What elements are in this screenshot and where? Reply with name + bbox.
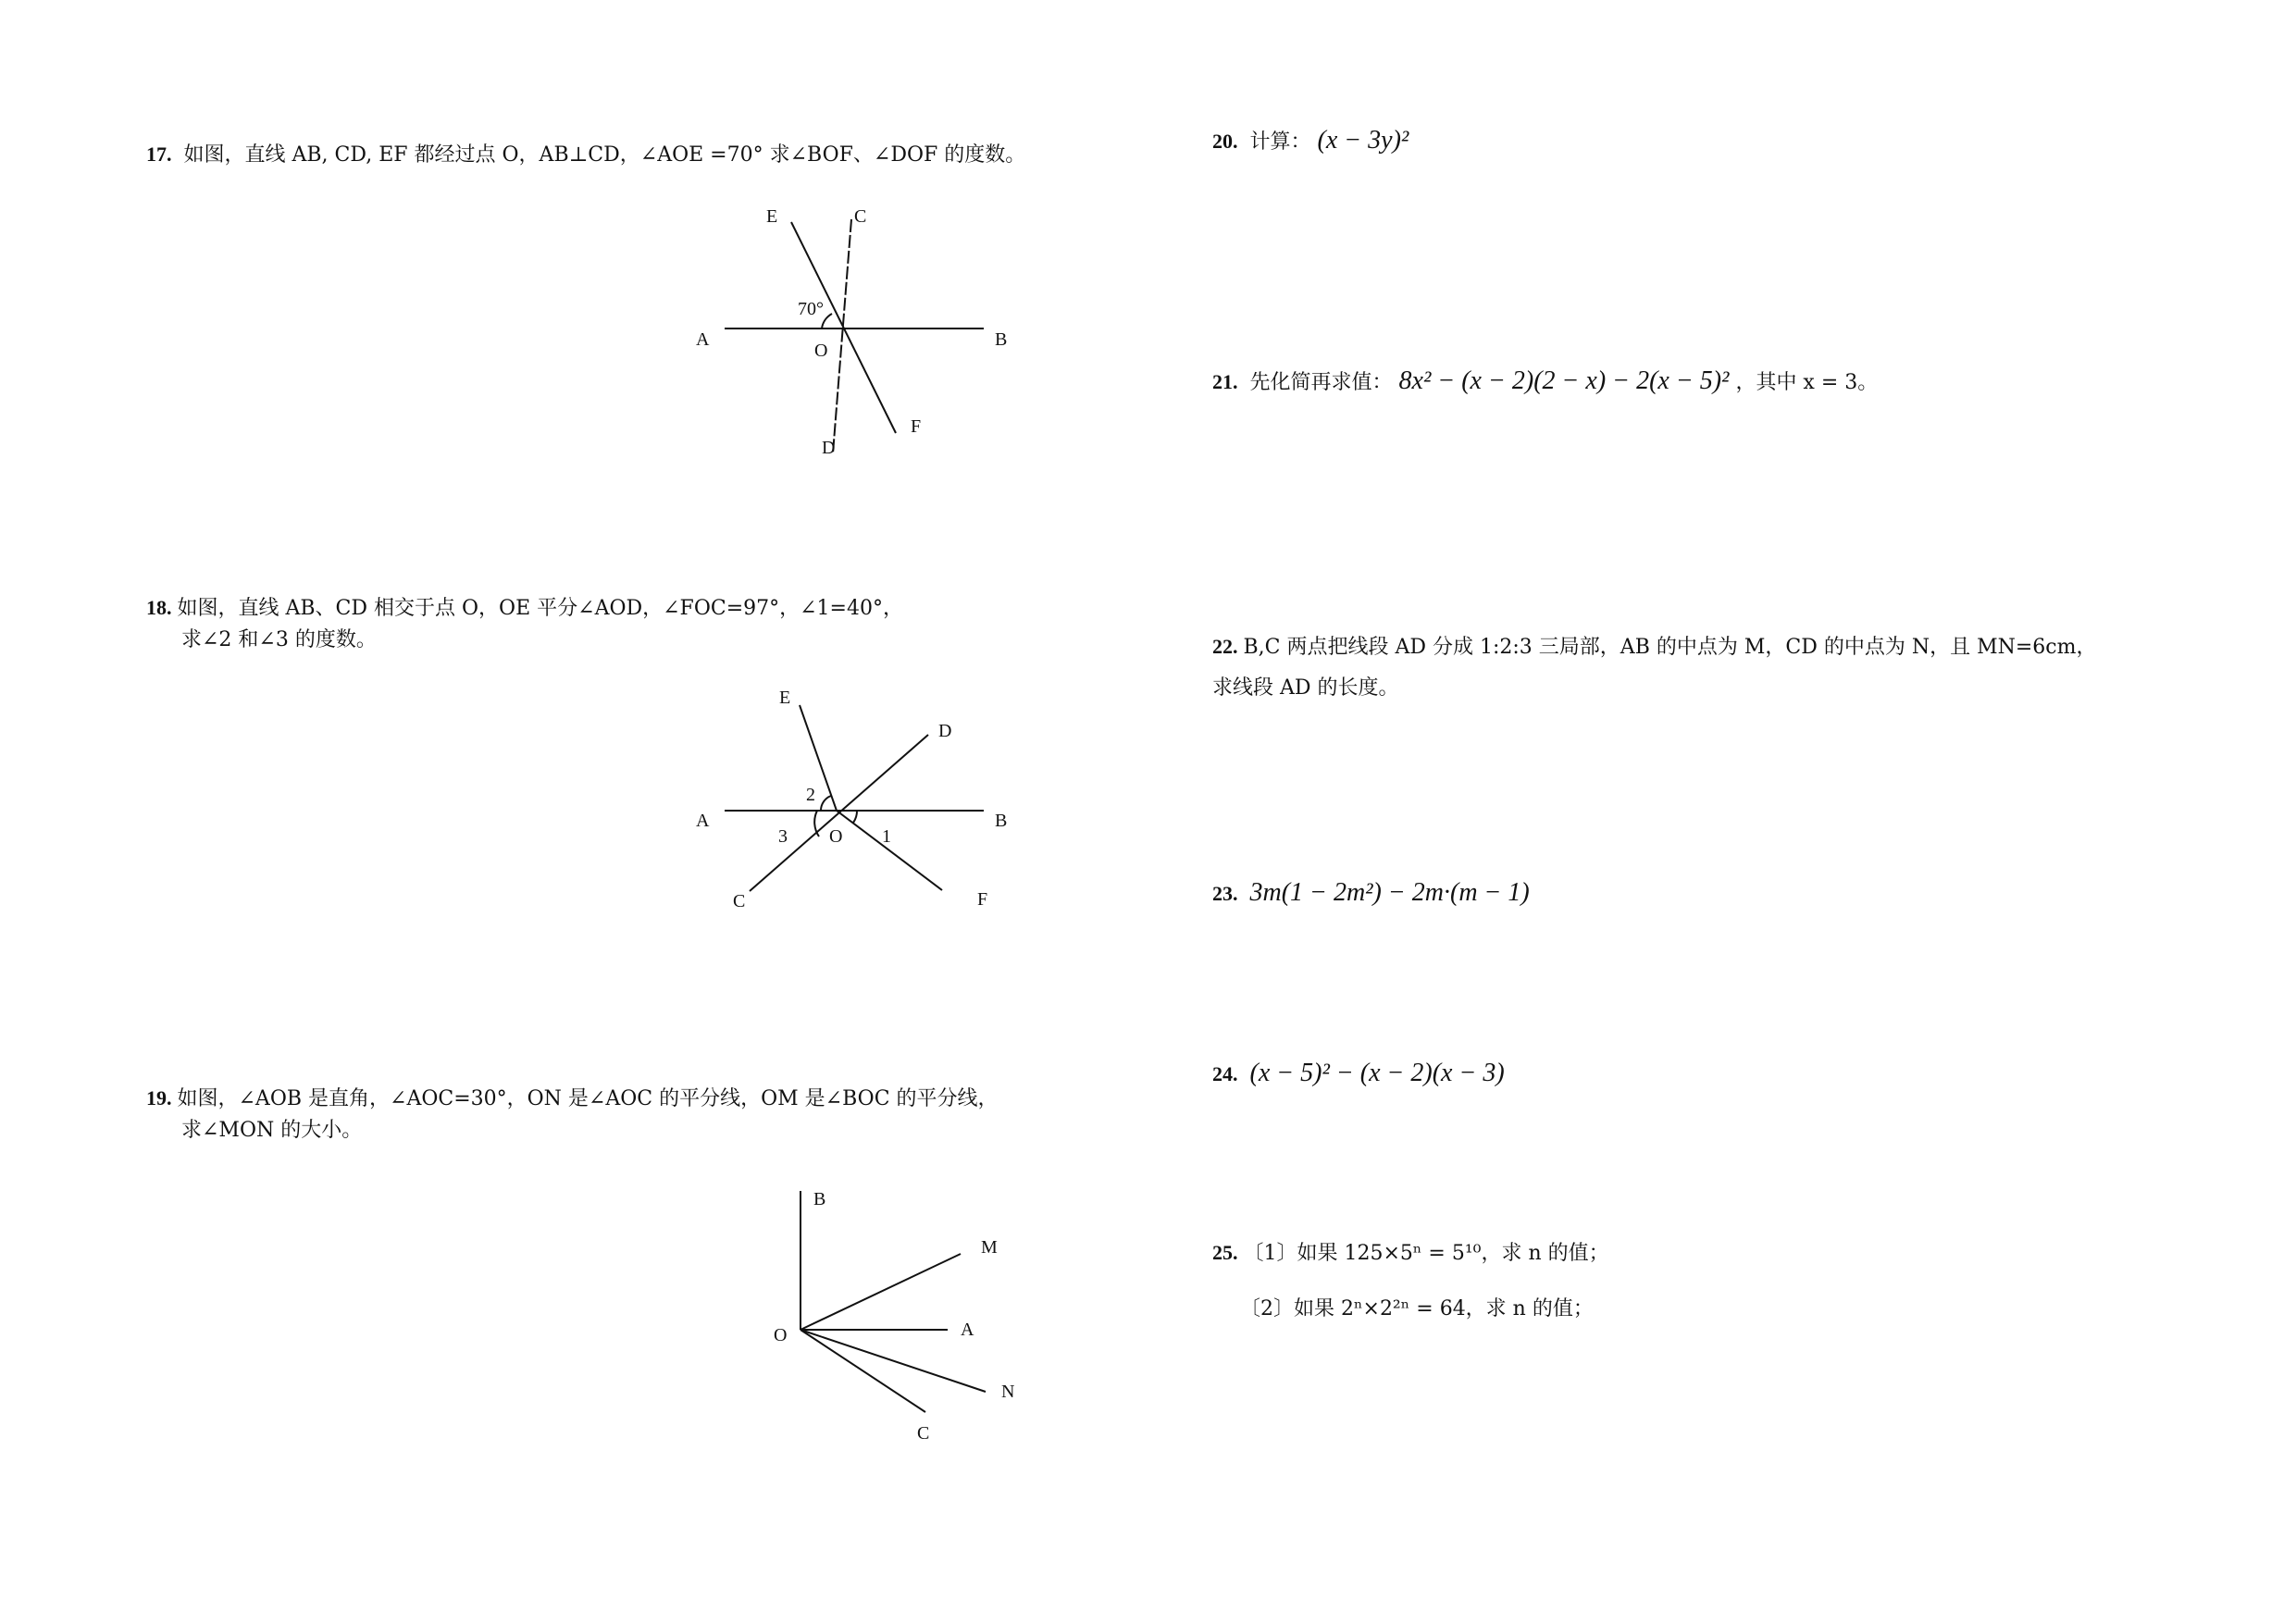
part-1: 〔1〕如果 125×5ⁿ = 5¹⁰，求 n 的值；	[1243, 1242, 1609, 1265]
question-number: 18.	[146, 596, 172, 619]
label-o: O	[814, 341, 828, 361]
question-24	[1212, 1058, 1505, 1091]
label-a: A	[696, 811, 710, 831]
question-text-line1: B,C 两点把线段 AD 分成 1:2:3 三局部，AB 的中点为 M，CD 的中点为 N，且 MN=6cm，	[1243, 636, 2097, 659]
question-text-line2: 求∠MON 的大小。	[181, 1119, 363, 1142]
question-19	[146, 1083, 999, 1147]
expression: 8x² − (x − 2)(2 − x) − 2(x − 5)²	[1398, 366, 1730, 395]
figure-18	[685, 685, 1018, 916]
label-a: A	[961, 1320, 974, 1340]
label-b: B	[995, 329, 1008, 350]
question-number: 20.	[1212, 130, 1238, 153]
question-21	[1212, 366, 1878, 399]
question-22	[1212, 631, 2096, 704]
label-angle-1: 1	[882, 826, 891, 847]
angle-arc-2	[821, 796, 831, 811]
question-text: 如图，直线 AB, CD, EF 都经过点 O，AB⊥CD，∠AOE =70° 求∠BOF、∠DOF 的度数。	[183, 143, 1026, 167]
question-number: 21.	[1212, 370, 1238, 393]
part-2: 〔2〕如果 2ⁿ×2²ⁿ = 64，求 n 的值；	[1240, 1297, 1594, 1320]
question-number: 19.	[146, 1086, 172, 1110]
label-f: F	[977, 889, 988, 910]
question-number: 25.	[1212, 1241, 1238, 1264]
question-18	[146, 592, 903, 656]
question-25	[1212, 1237, 1609, 1325]
label-c: C	[854, 206, 867, 227]
question-20	[1212, 125, 1409, 158]
expression: (x − 3y)²	[1317, 126, 1409, 155]
figure-17	[685, 199, 1018, 467]
ray-oc	[800, 1330, 925, 1412]
question-text-line1: 如图，直线 AB、CD 相交于点 O，OE 平分∠AOD，∠FOC=97°，∠1=40°，	[177, 597, 903, 620]
question-number: 24.	[1212, 1062, 1238, 1085]
line-oe	[800, 705, 837, 811]
question-number: 17.	[146, 143, 172, 166]
label-e: E	[766, 206, 778, 227]
question-text-line1: 如图，∠AOB 是直角，∠AOC=30°，ON 是∠AOC 的平分线，OM 是∠BOC 的平分线，	[177, 1087, 999, 1110]
question-23	[1212, 877, 1530, 911]
question-label: 先化简再求值：	[1249, 371, 1393, 394]
question-text-line2: 求线段 AD 的长度。	[1212, 676, 1399, 700]
label-c: C	[733, 891, 746, 911]
figure-19	[759, 1180, 1036, 1448]
label-d: D	[938, 721, 952, 741]
label-o: O	[829, 826, 843, 847]
question-label: 计算：	[1249, 130, 1311, 154]
label-m: M	[981, 1237, 998, 1258]
label-b: B	[995, 811, 1008, 831]
label-angle-3: 3	[778, 826, 788, 847]
question-text-line2: 求∠2 和∠3 的度数。	[181, 628, 377, 651]
angle-arc-1	[853, 811, 857, 823]
label-c: C	[917, 1423, 930, 1444]
label-a: A	[696, 329, 710, 350]
question-number: 22.	[1212, 635, 1238, 658]
label-o: O	[774, 1325, 788, 1345]
label-b: B	[813, 1189, 826, 1209]
question-number: 23.	[1212, 882, 1238, 905]
label-e: E	[779, 688, 791, 708]
label-angle-70: 70°	[798, 299, 824, 319]
line-of	[837, 811, 942, 890]
label-f: F	[911, 416, 922, 437]
label-angle-2: 2	[806, 785, 815, 805]
expression: 3m(1 − 2m²) − 2m·(m − 1)	[1249, 878, 1530, 907]
condition: ，其中 x = 3。	[1735, 371, 1879, 394]
ray-om	[800, 1254, 961, 1330]
label-n: N	[1001, 1382, 1015, 1402]
expression: (x − 5)² − (x − 2)(x − 3)	[1249, 1059, 1505, 1087]
label-d: D	[822, 438, 836, 458]
question-17	[146, 139, 1025, 171]
ray-on	[800, 1330, 986, 1392]
